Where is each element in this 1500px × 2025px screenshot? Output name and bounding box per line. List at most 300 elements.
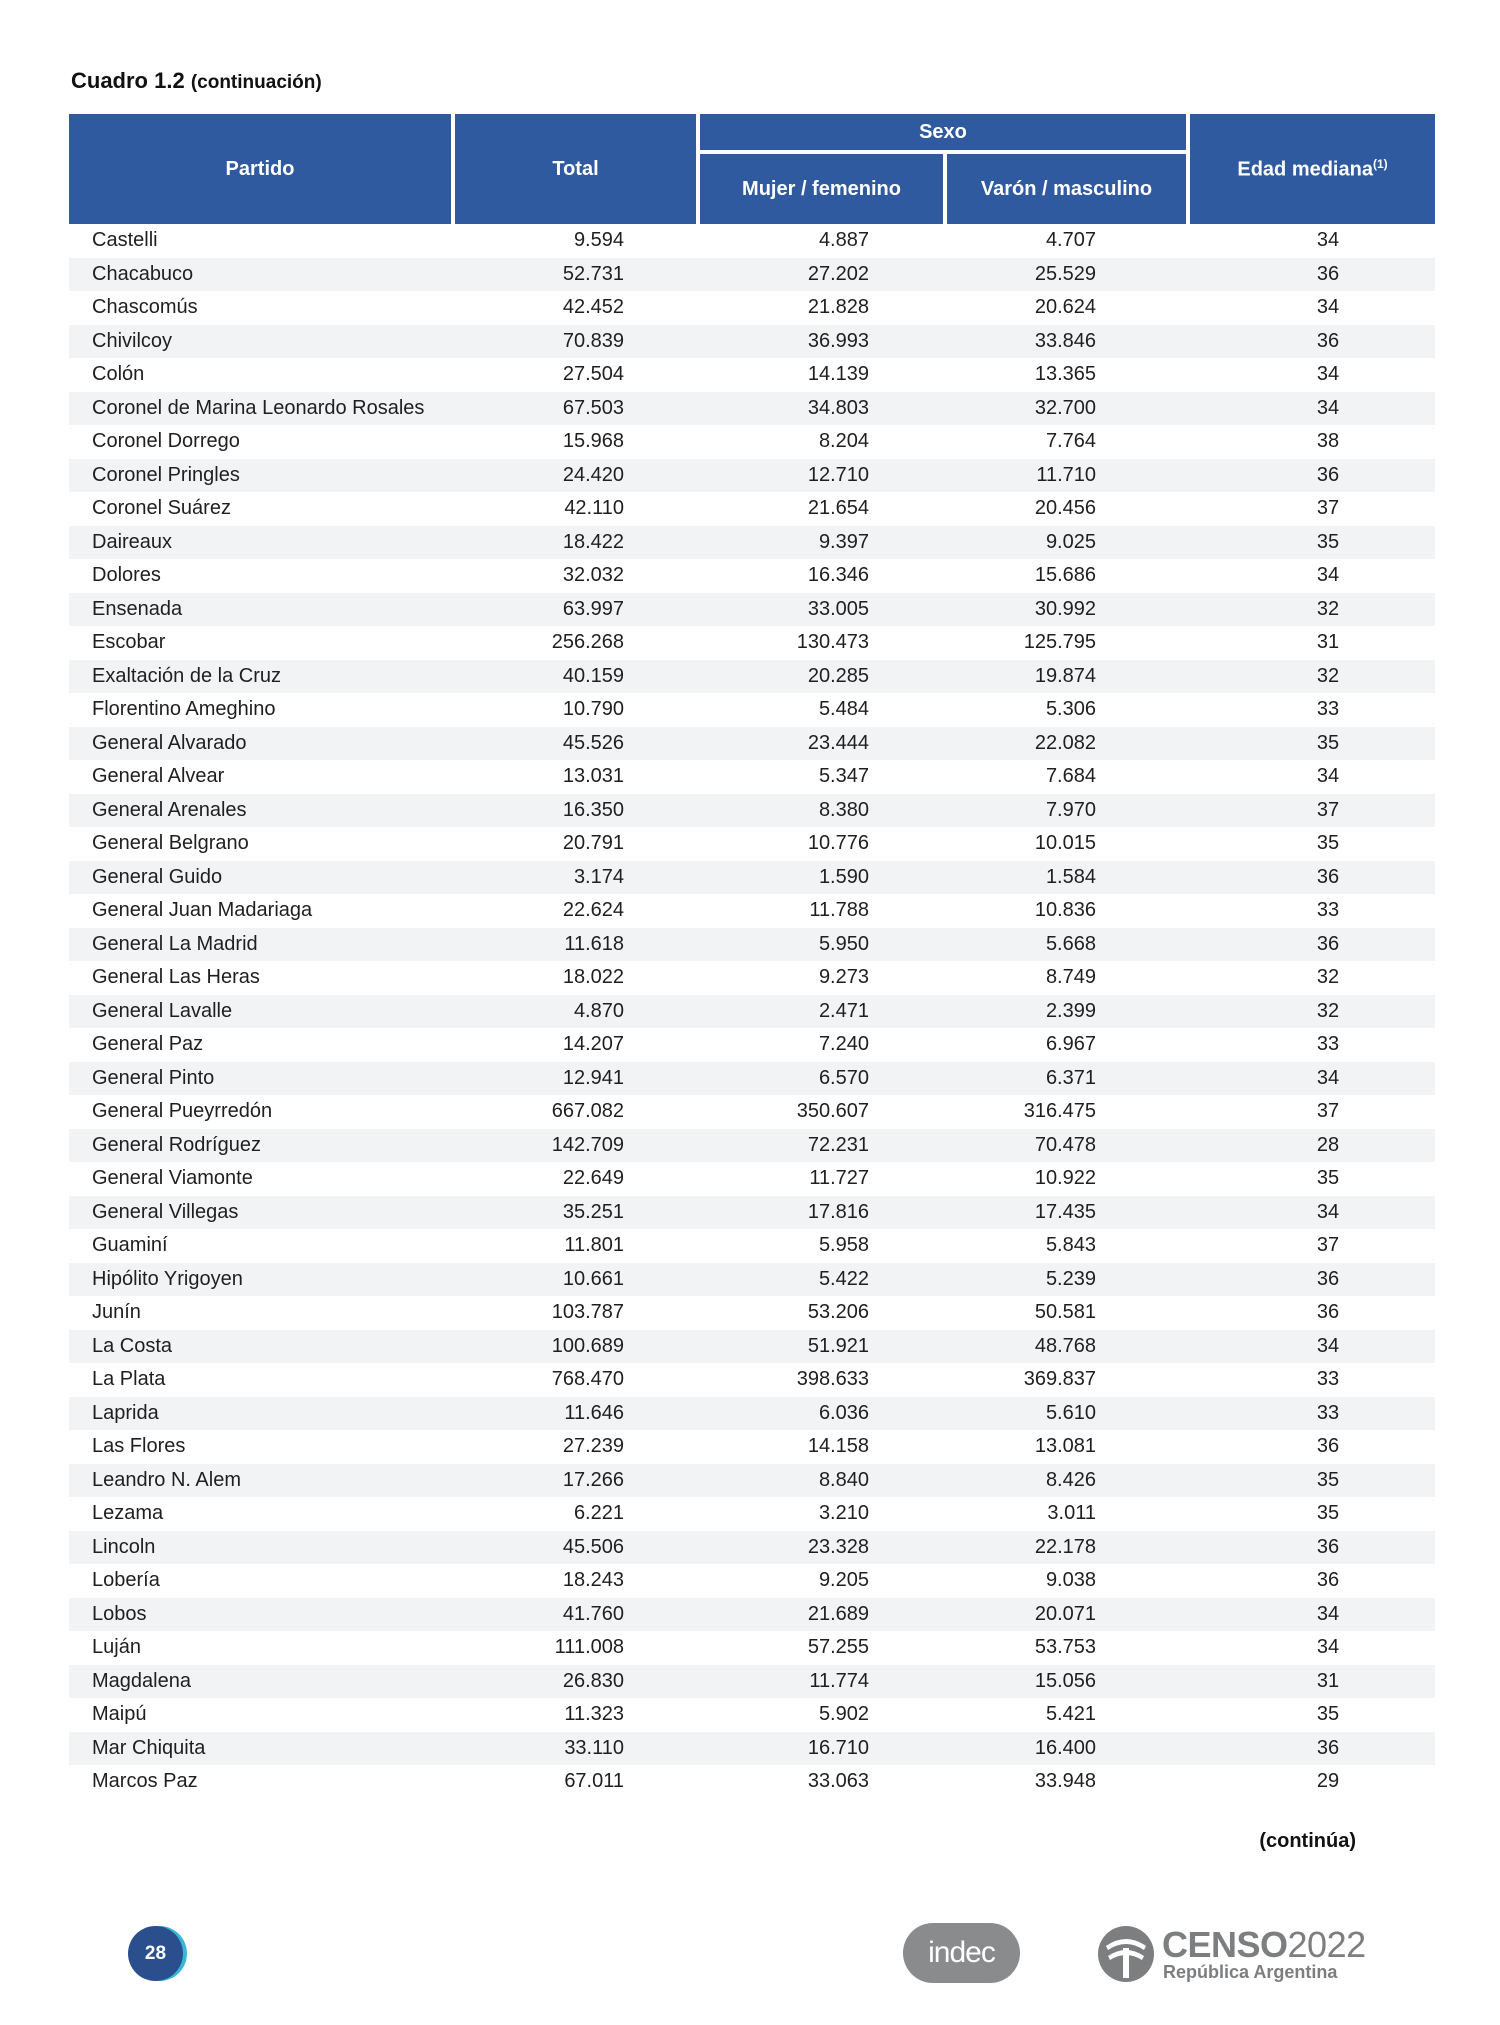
cell-varon: 32.700 [1034,396,1096,419]
cell-total: 45.526 [562,731,624,754]
cell-total: 33.110 [564,1736,624,1759]
cell-varon: 125.795 [1023,631,1096,653]
cell-partido: Colón [92,363,145,385]
cell-total: 16.350 [562,798,624,821]
cell-varon: 5.610 [1045,1401,1096,1424]
cell-mujer: 5.484 [818,698,869,720]
cell-mujer: 51.921 [807,1334,869,1357]
header-edad [1190,114,1435,224]
cell-edad: 29 [1316,1770,1340,1792]
cell-varon: 5.239 [1045,1267,1096,1290]
cell-total: 11.618 [564,932,624,955]
cell-partido: Coronel Pringles [92,463,240,486]
cell-edad: 33 [1316,1401,1340,1424]
cell-edad: 35 [1316,832,1340,854]
table-row [69,1397,1435,1431]
cell-total: 4.870 [573,999,624,1022]
cell-partido: Junín [92,1301,141,1323]
cell-total: 256.268 [551,631,624,653]
cell-partido: General Viamonte [92,1167,253,1189]
cell-mujer: 6.570 [818,1066,869,1089]
cell-partido: Ensenada [92,597,183,620]
cell-total: 24.420 [562,463,624,486]
table-row [69,425,1435,459]
cell-edad: 36 [1316,865,1340,888]
cell-mujer: 11.788 [809,899,869,921]
cell-varon: 7.764 [1045,430,1096,452]
cell-edad: 37 [1316,1234,1340,1256]
cell-total: 768.470 [551,1368,624,1390]
cell-varon: 316.475 [1023,1100,1096,1122]
cell-total: 27.239 [562,1435,624,1457]
cell-total: 6.221 [573,1502,624,1524]
cell-edad: 36 [1316,1569,1340,1591]
cell-varon: 4.707 [1045,229,1096,251]
cell-mujer: 16.346 [807,564,869,586]
cell-edad: 35 [1316,530,1340,553]
cell-total: 22.624 [562,899,624,921]
cell-total: 142.709 [551,1133,624,1156]
cell-edad: 36 [1316,463,1340,486]
cell-edad: 32 [1316,664,1340,687]
cell-total: 42.452 [562,296,624,318]
cell-total: 111.008 [554,1636,624,1658]
cell-varon: 8.749 [1045,966,1096,988]
cell-varon: 8.426 [1045,1468,1096,1491]
cell-total: 18.422 [562,530,624,553]
cell-varon: 22.178 [1034,1535,1096,1558]
cell-varon: 20.071 [1034,1602,1096,1625]
header-edad-text: Edad mediana [1237,158,1373,181]
cell-mujer: 350.607 [796,1100,869,1122]
cell-edad: 31 [1316,1669,1340,1692]
cell-mujer: 9.397 [818,530,869,553]
cell-total: 17.266 [562,1468,624,1491]
cell-partido: General Arenales [92,798,247,821]
censo-logo-title [1162,1924,1366,1966]
table-row [69,693,1435,727]
cell-total: 14.207 [562,1033,624,1055]
cell-partido: Chascomús [92,296,198,318]
cell-mujer: 5.902 [818,1703,869,1725]
cell-partido: General Juan Madariaga [92,899,313,921]
table-row [69,1196,1435,1230]
cell-varon: 33.846 [1034,329,1096,352]
cell-mujer: 33.063 [807,1770,869,1792]
table-row [69,1062,1435,1096]
cell-varon: 15.686 [1034,564,1096,586]
cell-varon: 30.992 [1034,597,1096,620]
cell-varon: 17.435 [1034,1200,1096,1223]
cell-mujer: 5.347 [818,765,869,787]
table-row [69,1028,1435,1062]
cell-edad: 37 [1316,798,1340,821]
table-row [69,861,1435,895]
cell-total: 667.082 [551,1100,624,1122]
cell-edad: 34 [1316,1200,1340,1223]
cell-varon: 10.015 [1034,832,1096,854]
cell-total: 10.661 [562,1267,624,1290]
cell-varon: 7.970 [1045,798,1096,821]
cell-mujer: 11.774 [809,1669,869,1692]
cell-partido: General Alvear [92,765,225,787]
cell-edad: 36 [1316,932,1340,955]
cell-edad: 33 [1316,1368,1340,1390]
header-varon-label: Varón / masculino [980,177,1153,200]
cell-edad: 33 [1316,698,1340,720]
cell-varon: 33.948 [1034,1770,1096,1792]
cell-partido: Lincoln [92,1535,156,1558]
table-row [69,1363,1435,1397]
cell-mujer: 2.471 [818,999,869,1022]
cell-varon: 6.967 [1045,1033,1096,1055]
cell-total: 11.801 [564,1234,624,1256]
cell-edad: 34 [1316,564,1340,586]
cell-partido: General Pinto [92,1066,215,1089]
table-row [69,291,1435,325]
cell-mujer: 9.273 [818,966,869,988]
cell-total: 70.839 [562,329,624,352]
censo-year: 2022 [1287,1924,1366,1965]
header-varon [947,154,1186,224]
cell-total: 27.504 [562,363,624,385]
cell-varon: 13.365 [1034,363,1096,385]
cell-partido: Lezama [92,1502,164,1524]
cell-edad: 36 [1316,1535,1340,1558]
cell-varon: 15.056 [1034,1669,1096,1692]
cell-total: 67.011 [564,1770,624,1792]
table-row [69,1665,1435,1699]
cell-varon: 7.684 [1045,765,1096,787]
cell-varon: 48.768 [1034,1334,1096,1357]
cell-total: 45.506 [562,1535,624,1558]
cell-partido: General Rodríguez [92,1133,261,1156]
cell-total: 3.174 [573,865,624,888]
cell-total: 12.941 [562,1066,624,1089]
cell-mujer: 8.840 [818,1468,869,1491]
cell-partido: Laprida [92,1401,159,1424]
cell-mujer: 11.727 [809,1167,869,1189]
cell-partido: Las Flores [92,1435,186,1457]
table-caption [71,68,322,94]
cell-edad: 37 [1316,497,1340,519]
cell-varon: 9.038 [1045,1569,1096,1591]
cell-edad: 36 [1316,262,1340,285]
cell-mujer: 1.590 [818,865,869,888]
cell-partido: Marcos Paz [92,1770,198,1792]
cell-edad: 34 [1316,396,1340,419]
cell-mujer: 21.689 [807,1602,869,1625]
cell-total: 18.243 [562,1569,624,1591]
table-row [69,224,1435,258]
cell-total: 100.689 [551,1334,624,1357]
table-row [69,358,1435,392]
cell-edad: 34 [1316,765,1340,787]
table-row [69,559,1435,593]
cell-varon: 70.478 [1034,1133,1096,1156]
cell-mujer: 5.422 [818,1267,869,1290]
cell-edad: 35 [1316,1468,1340,1491]
data-table-body [69,224,1435,1799]
censo-logo-subtitle: República Argentina [1163,1962,1338,1982]
indec-logo: indec [903,1923,1020,1983]
cell-partido: General Guido [92,865,223,888]
cell-edad: 34 [1316,1636,1340,1658]
cell-varon: 5.843 [1045,1234,1096,1256]
cell-varon: 5.421 [1045,1703,1096,1725]
cell-mujer: 20.285 [807,664,869,687]
cell-mujer: 57.255 [807,1636,869,1658]
cell-mujer: 7.240 [818,1033,869,1055]
cell-edad: 35 [1316,731,1340,754]
cell-partido: Castelli [92,229,158,251]
cell-mujer: 4.887 [818,229,869,251]
table-row [69,1095,1435,1129]
header-mujer [700,154,943,224]
cell-mujer: 23.328 [807,1535,869,1558]
cell-partido: Guaminí [92,1234,168,1256]
cell-mujer: 21.828 [807,296,869,318]
cell-partido: General La Madrid [92,932,258,955]
header-mujer-label: Mujer / femenino [742,177,901,200]
cell-total: 40.159 [562,664,624,687]
cell-varon: 25.529 [1034,262,1096,285]
cell-varon: 22.082 [1034,731,1096,754]
cell-total: 13.031 [562,765,624,787]
cell-mujer: 14.158 [807,1435,869,1457]
table-row [69,325,1435,359]
cell-edad: 36 [1316,1435,1340,1457]
cell-edad: 34 [1316,363,1340,385]
cell-edad: 34 [1316,1066,1340,1089]
cell-partido: Coronel Suárez [92,497,231,519]
cell-mujer: 23.444 [807,731,869,754]
cell-partido: General Las Heras [92,966,260,988]
header-edad-note: (1) [1372,156,1388,171]
cell-mujer: 5.958 [818,1234,869,1256]
header-sexo-label: Sexo [919,120,967,143]
cell-partido: General Pueyrredón [92,1100,273,1122]
cell-edad: 35 [1316,1502,1340,1524]
cell-edad: 34 [1316,1602,1340,1625]
table-row [69,760,1435,794]
page-number: 28 [128,1926,183,1981]
cell-varon: 10.836 [1034,899,1096,921]
cell-partido: Exaltación de la Cruz [92,664,281,687]
cell-edad: 36 [1316,1736,1340,1759]
table-row [69,1296,1435,1330]
cell-edad: 34 [1316,296,1340,318]
cell-partido: General Paz [92,1033,204,1055]
cell-edad: 32 [1316,597,1340,620]
table-row [69,526,1435,560]
header-sexo [700,114,1186,150]
cell-partido: La Costa [92,1334,173,1357]
cell-mujer: 27.202 [807,262,869,285]
cell-total: 20.791 [562,832,624,854]
table-row [69,593,1435,627]
cell-mujer: 16.710 [807,1736,869,1759]
cell-varon: 50.581 [1034,1301,1096,1323]
cell-varon: 20.456 [1034,497,1096,519]
table-row [69,1765,1435,1799]
cell-total: 26.830 [562,1669,624,1692]
table-row [69,1430,1435,1464]
table-row [69,660,1435,694]
cell-varon: 1.584 [1045,865,1096,888]
cell-mujer: 9.205 [818,1569,869,1591]
cell-edad: 35 [1316,1167,1340,1189]
cell-partido: Coronel de Marina Leonardo Rosales [92,396,425,419]
cell-total: 41.760 [562,1602,624,1625]
cell-partido: Daireaux [92,530,173,553]
cell-total: 15.968 [562,430,624,452]
cell-partido: General Villegas [92,1200,239,1223]
cell-edad: 35 [1316,1703,1340,1725]
header-partido-label: Partido [225,157,295,180]
cell-partido: General Lavalle [92,999,233,1022]
table-row [69,894,1435,928]
header-total [455,114,696,224]
table-row [69,1698,1435,1732]
cell-total: 22.649 [562,1167,624,1189]
cell-mujer: 6.036 [818,1401,869,1424]
cell-partido: General Belgrano [92,832,249,854]
cell-edad: 34 [1316,229,1340,251]
cell-varon: 11.710 [1036,463,1096,486]
cell-total: 11.646 [564,1401,624,1424]
cell-total: 35.251 [562,1200,624,1223]
cell-edad: 28 [1316,1133,1340,1156]
cell-partido: Hipólito Yrigoyen [92,1267,243,1290]
cell-partido: Magdalena [92,1669,191,1692]
cell-varon: 10.922 [1034,1167,1096,1189]
cell-mujer: 33.005 [807,597,869,620]
cell-total: 103.787 [551,1301,624,1323]
cell-varon: 13.081 [1034,1435,1096,1457]
header-total-label: Total [552,157,599,180]
table-row [69,1129,1435,1163]
table-row [69,258,1435,292]
table-row [69,1162,1435,1196]
cell-edad: 36 [1316,329,1340,352]
censo-logo-icon [1096,1924,1156,1984]
cell-partido: Chacabuco [92,262,194,285]
cell-partido: Coronel Dorrego [92,430,240,452]
cell-partido: Chivilcoy [92,329,173,352]
table-row [69,727,1435,761]
cell-edad: 32 [1316,966,1340,988]
table-row [69,961,1435,995]
cell-total: 67.503 [562,396,624,419]
cell-mujer: 21.654 [807,497,869,519]
table-row [69,1330,1435,1364]
cell-varon: 20.624 [1034,296,1096,318]
cell-mujer: 398.633 [796,1368,869,1390]
cell-varon: 9.025 [1045,530,1096,553]
cell-mujer: 10.776 [807,832,869,854]
cell-edad: 33 [1316,899,1340,921]
cell-partido: Luján [92,1636,141,1658]
cell-partido: Leandro N. Alem [92,1468,241,1491]
cell-partido: Mar Chiquita [92,1736,206,1759]
cell-edad: 36 [1316,1267,1340,1290]
cell-partido: Dolores [92,564,161,586]
cell-mujer: 130.473 [796,631,869,653]
table-row [69,1464,1435,1498]
caption-subtitle: (continuación) [190,72,322,93]
cell-mujer: 5.950 [818,932,869,955]
cell-varon: 19.874 [1034,664,1096,687]
cell-varon: 3.011 [1047,1502,1096,1524]
cell-total: 42.110 [564,497,624,519]
cell-total: 9.594 [573,229,624,251]
cell-mujer: 8.380 [818,798,869,821]
cell-mujer: 3.210 [818,1502,869,1524]
cell-mujer: 34.803 [807,396,869,419]
cell-edad: 37 [1316,1100,1340,1122]
cell-total: 10.790 [562,698,624,720]
cell-mujer: 12.710 [807,463,869,486]
cell-varon: 6.371 [1045,1066,1096,1089]
cell-mujer: 14.139 [807,363,869,385]
cell-varon: 16.400 [1034,1736,1096,1759]
table-row [69,1497,1435,1531]
cell-total: 52.731 [562,262,624,285]
table-row [69,1732,1435,1766]
cell-mujer: 72.231 [807,1133,869,1156]
cell-mujer: 36.993 [807,329,869,352]
table-row [69,1564,1435,1598]
cell-partido: Florentino Ameghino [92,698,276,720]
cell-edad: 31 [1316,631,1340,653]
cell-mujer: 53.206 [807,1301,869,1323]
cell-partido: La Plata [92,1368,166,1390]
cell-total: 11.323 [564,1703,624,1725]
cell-partido: General Alvarado [92,731,247,754]
cell-edad: 36 [1316,1301,1340,1323]
table-row [69,392,1435,426]
cell-total: 63.997 [562,597,624,620]
table-row [69,794,1435,828]
cell-partido: Lobos [92,1602,147,1625]
cell-varon: 53.753 [1034,1636,1096,1658]
cell-edad: 32 [1316,999,1340,1022]
cell-varon: 369.837 [1023,1368,1096,1390]
table-row [69,1531,1435,1565]
cell-varon: 2.399 [1045,999,1096,1022]
table-row [69,995,1435,1029]
table-row [69,459,1435,493]
caption-title: Cuadro 1.2 [71,68,185,93]
cell-mujer: 17.816 [807,1200,869,1223]
header-partido [69,114,451,224]
table-row [69,1263,1435,1297]
table-row [69,1631,1435,1665]
cell-edad: 38 [1316,430,1340,452]
cell-partido: Escobar [92,631,166,653]
cell-edad: 34 [1316,1334,1340,1357]
table-row [69,928,1435,962]
censo-word: CENSO [1162,1924,1288,1965]
table-row [69,492,1435,526]
cell-edad: 33 [1316,1033,1340,1055]
cell-mujer: 8.204 [818,430,869,452]
table-row [69,1229,1435,1263]
cell-total: 32.032 [562,564,624,586]
continua-note: (continúa) [1259,1830,1356,1852]
cell-partido: Lobería [92,1569,160,1591]
